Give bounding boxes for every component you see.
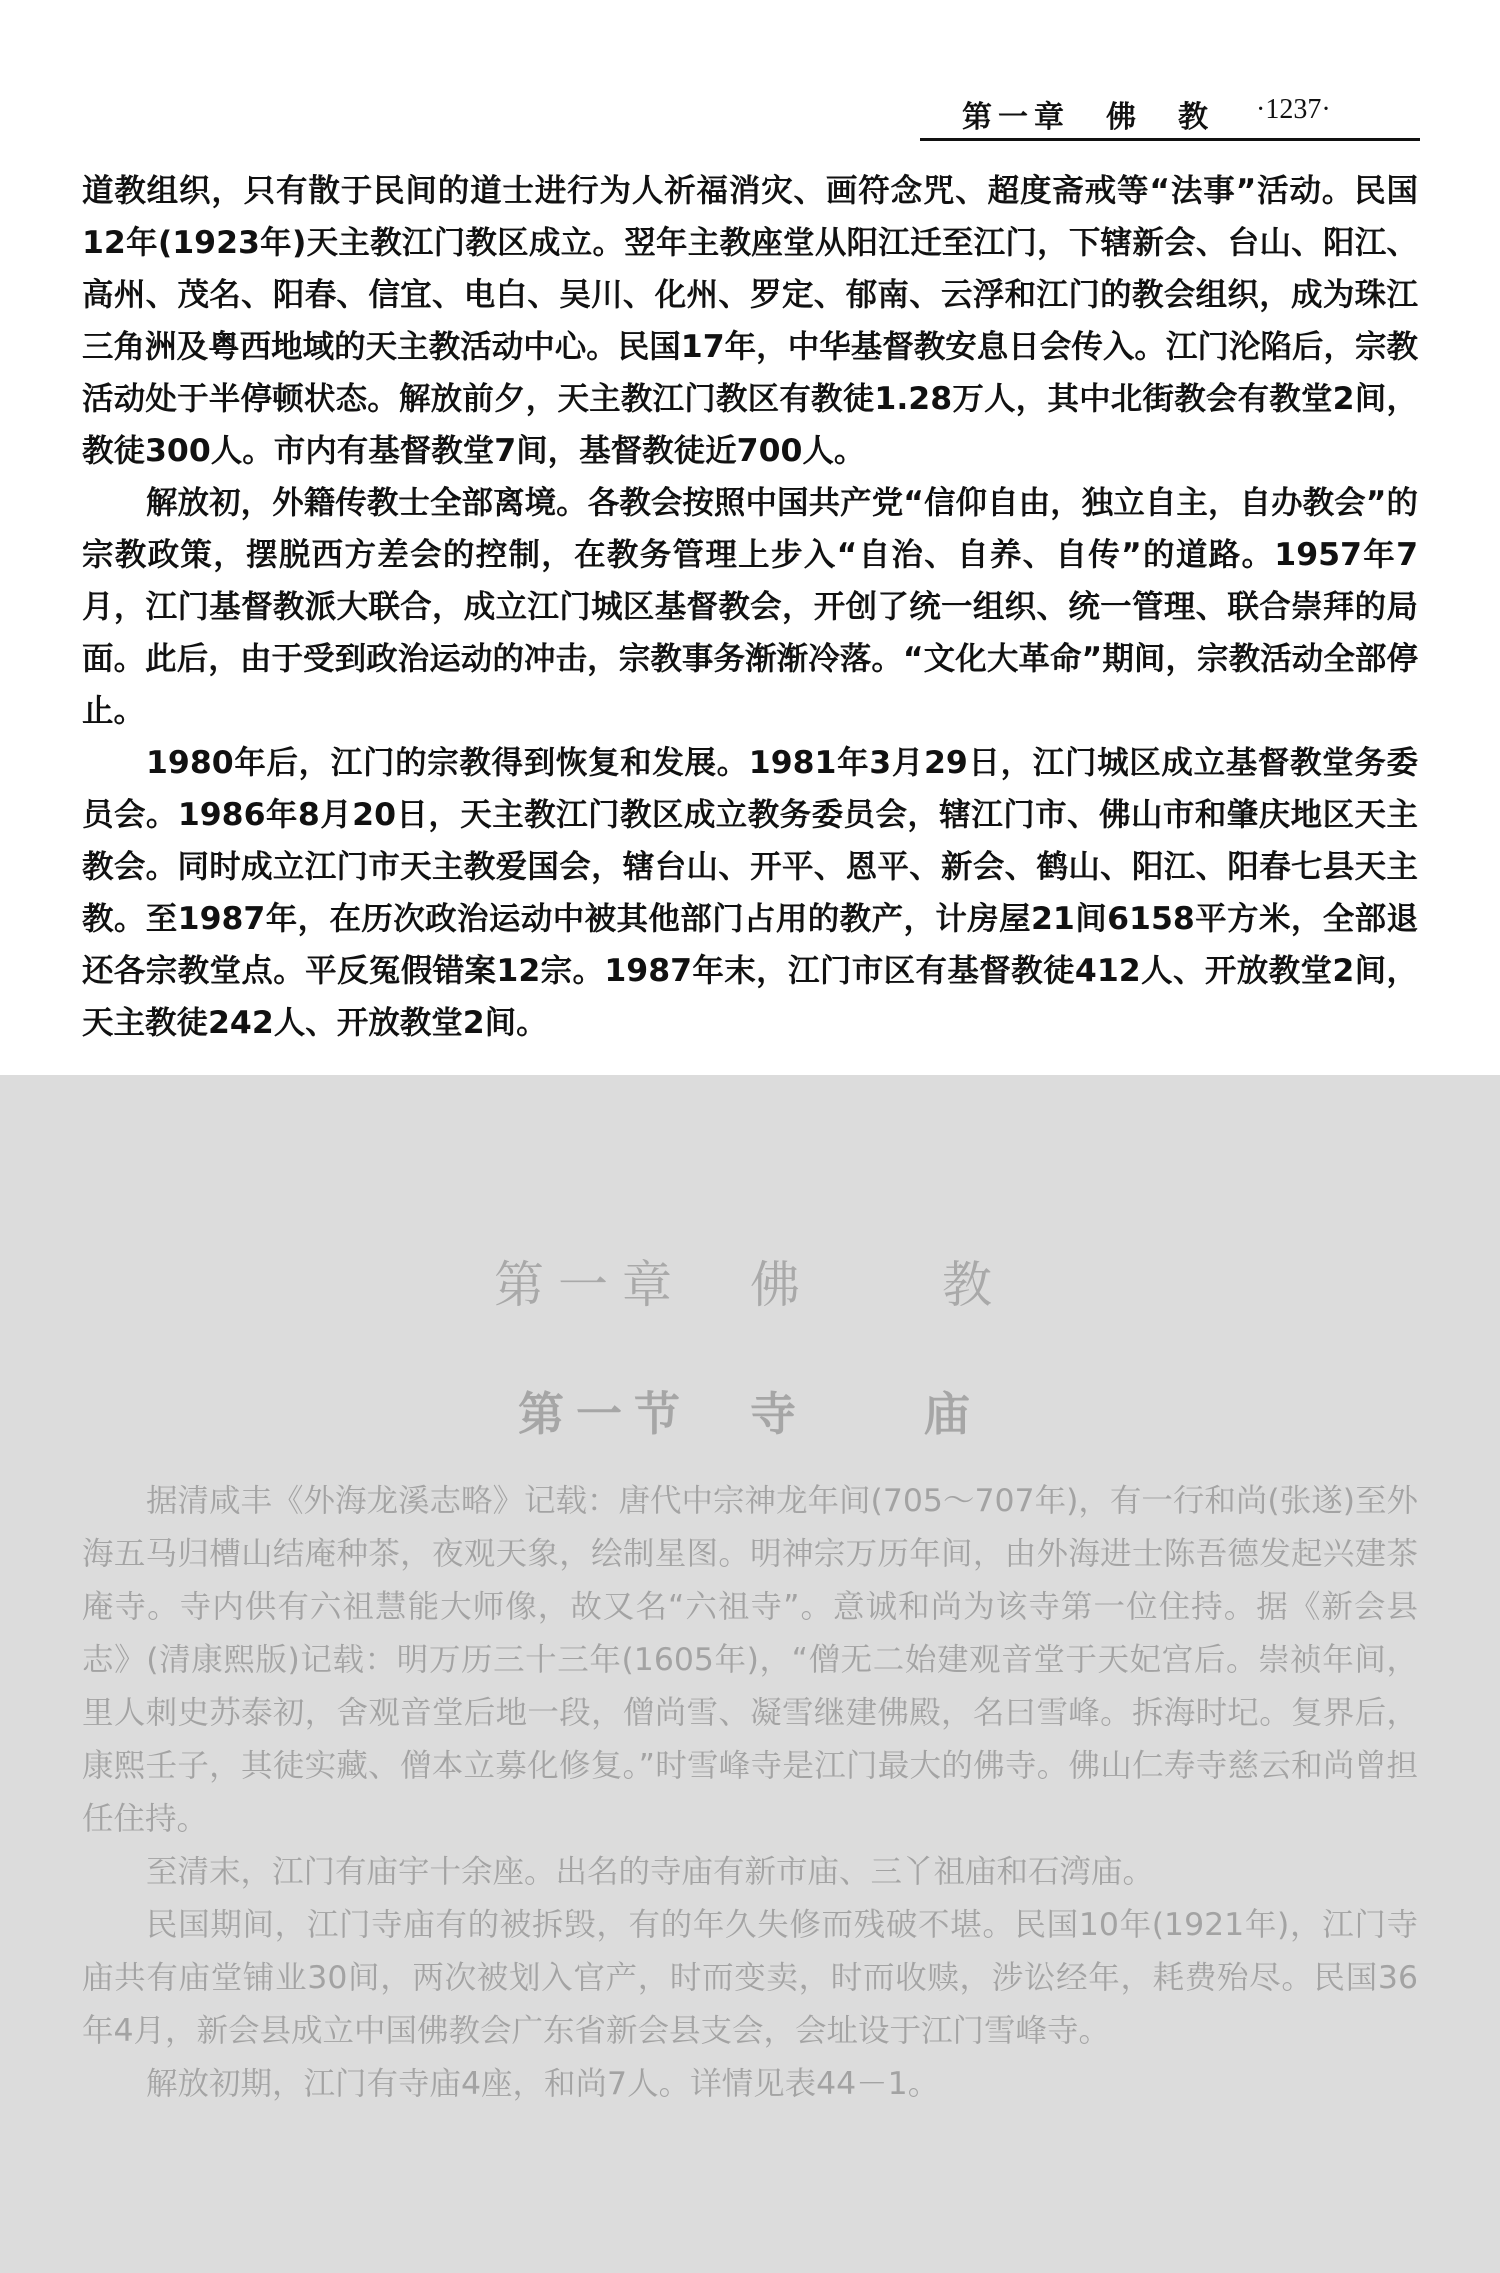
paragraph: 据清咸丰《外海龙溪志略》记载：唐代中宗神龙年间(705～707年)，有一行和尚(张遂)至外海五马归槽山结庵种茶，夜观天象，绘制星图。明神宗万历年间，由外海进士陈吾德发起兴建茶庵寺。寺内供有六祖慧能大师像，故又名“六祖寺”。意诚和尚为该寺第一位住持。据《新会县志》(清康熙版)记载：明万历三十三年(1605年)，“僧无二始建观音堂于天妃宫后。崇祯年间，里人刺史苏泰初，舍观音堂后地一段，僧尚雪、凝雪继建佛殿，名曰雪峰。拆海时圮。复界后，康熙壬子，其徒实藏、僧本立募化修复。”时雪峰寺是江门最大的佛寺。佛山仁寿寺慈云和尚曾担任住持。 (82, 1483, 1418, 1837)
faded-section (0, 1075, 1500, 2273)
upper-text-block (82, 165, 1418, 1049)
header-rule (920, 138, 1420, 141)
section-title: 第一节 寺 庙 (518, 1387, 982, 1441)
page-number: ·1237· (1256, 94, 1331, 125)
section-body (82, 1475, 1418, 2111)
paragraph: 民国期间，江门寺庙有的被拆毁，有的年久失修而残破不堪。民国10年(1921年)，江门寺庙共有庙堂铺业30间，两次被划入官产，时而变卖，时而收赎，涉讼经年，耗费殆尽。民国36年4月，新会县成立中国佛教会广东省新会县支会，会址设于江门雪峰寺。 (82, 1907, 1418, 2049)
chapter-title: 第一章 佛 教 (494, 1256, 1006, 1314)
paragraph: 解放初期，江门有寺庙4座，和尚7人。详情见表44－1。 (146, 2066, 940, 2102)
header-chapter-title: 第一章 佛 教 (962, 100, 1214, 135)
paragraph: 道教组织，只有散于民间的道士进行为人祈福消灾、画符念咒、超度斋戒等“法事”活动。民国12年(1923年)天主教江门教区成立。翌年主教座堂从阳江迁至江门，下辖新会、台山、阳江、高州、茂名、阳春、信宜、电白、吴川、化州、罗定、郁南、云浮和江门的教会组织，成为珠江三角洲及粤西地域的天主教活动中心。民国17年，中华基督教安息日会传入。江门沦陷后，宗教活动处于半停顿状态。解放前夕，天主教江门教区有教徒1.28万人，其中北街教会有教堂2间，教徒300人。市内有基督教堂7间，基督教徒近700人。 (82, 173, 1418, 469)
paragraph: 解放初，外籍传教士全部离境。各教会按照中国共产党“信仰自由，独立自主，自办教会”的宗教政策，摆脱西方差会的控制，在教务管理上步入“自治、自养、自传”的道路。1957年7月，江门基督教派大联合，成立江门城区基督教会，开创了统一组织、统一管理、联合崇拜的局面。此后，由于受到政治运动的冲击，宗教事务渐渐冷落。“文化大革命”期间，宗教活动全部停止。 (82, 485, 1418, 729)
paragraph: 1980年后，江门的宗教得到恢复和发展。1981年3月29日，江门城区成立基督教堂务委员会。1986年8月20日，天主教江门教区成立教务委员会，辖江门市、佛山市和肇庆地区天主教会。同时成立江门市天主教爱国会，辖台山、开平、恩平、新会、鹤山、阳江、阳春七县天主教。至1987年，在历次政治运动中被其他部门占用的教产，计房屋21间6158平方米，全部退还各宗教堂点。平反冤假错案12宗。1987年末，江门市区有基督教徒412人、开放教堂2间，天主教徒242人、开放教堂2间。 (82, 745, 1418, 1041)
paragraph: 至清末，江门有庙宇十余座。出名的寺庙有新市庙、三丫祖庙和石湾庙。 (146, 1854, 1155, 1890)
running-header (920, 92, 1420, 136)
